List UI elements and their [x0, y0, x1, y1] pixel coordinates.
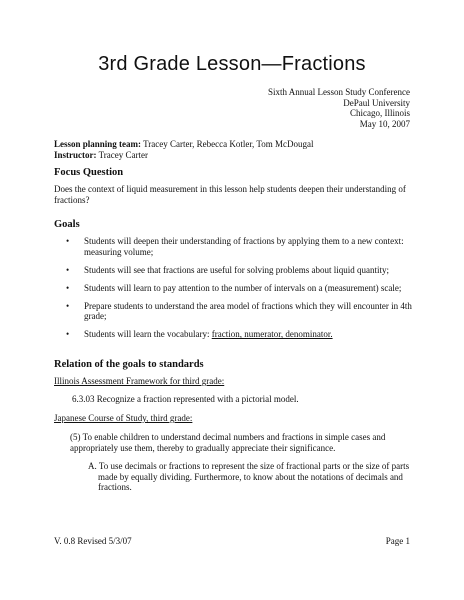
conference-location: Chicago, Illinois	[350, 108, 410, 118]
focus-question-heading: Focus Question	[54, 167, 124, 178]
goal-item: • Prepare students to understand the area model of fractions which they will encounter in 4th grade;	[66, 300, 412, 321]
page-number: Page 1	[385, 536, 410, 546]
conference-name: Sixth Annual Lesson Study Conference	[268, 87, 410, 97]
standards-heading: Relation of the goals to standards	[54, 359, 204, 370]
goals-list	[64, 236, 420, 347]
bullet: •	[66, 236, 70, 246]
goal-item: • Students will deepen their understanding of fractions by applying them to a new context: measuring volume;	[66, 236, 404, 257]
conference-university: DePaul University	[343, 97, 410, 108]
goal-item: • Students will learn the vocabulary: fraction, numerator, denominator.	[66, 329, 333, 339]
conference-info	[268, 87, 410, 129]
planning-team-label: Lesson planning team:	[54, 139, 142, 149]
vocabulary-words: fraction, numerator, denominator.	[211, 329, 333, 339]
instructor-label: Instructor:	[54, 149, 97, 160]
illinois-standard: 6.3.03 Recognize a fraction represented with a pictorial model.	[72, 394, 299, 404]
instructor-name: Tracey Carter	[98, 149, 148, 160]
japanese-subitem-a: A. To use decimals or fractions to represent the size of fractional parts or the size of parts made by equally dividing. Furthermore, to know about the notations of decimals and fractions.	[88, 461, 410, 492]
planning-team-line	[54, 139, 313, 150]
goal-item: • Students will learn to pay attention to the number of intervals on a (measurement) scale;	[66, 282, 402, 293]
goal-item: • Students will see that fractions are useful for solving problems about liquid quantity;	[66, 264, 389, 275]
bullet: •	[66, 329, 70, 339]
bullet: •	[66, 282, 70, 293]
team-info	[54, 139, 313, 160]
focus-question-text: Does the context of liquid measurement in this lesson help students deepen their understanding of fractions?	[54, 184, 406, 205]
planning-team-members: Tracey Carter, Rebecca Kotler, Tom McDougal	[143, 139, 314, 149]
bullet: •	[66, 300, 70, 311]
page-title: 3rd Grade Lesson—Fractions	[98, 53, 366, 75]
goals-heading: Goals	[54, 219, 80, 230]
bullet: •	[66, 264, 70, 275]
version-footer: V. 0.8 Revised 5/3/07	[54, 536, 132, 546]
japanese-course-label: Japanese Course of Study, third grade:	[54, 413, 193, 423]
conference-date: May 10, 2007	[359, 118, 410, 129]
illinois-framework-label: Illinois Assessment Framework for third grade:	[54, 376, 225, 386]
japanese-objective: (5) To enable children to understand decimal numbers and fractions in simple cases and appropriately use them, thereby to gradually appreciate their significance.	[70, 432, 386, 453]
instructor-line	[54, 150, 313, 161]
